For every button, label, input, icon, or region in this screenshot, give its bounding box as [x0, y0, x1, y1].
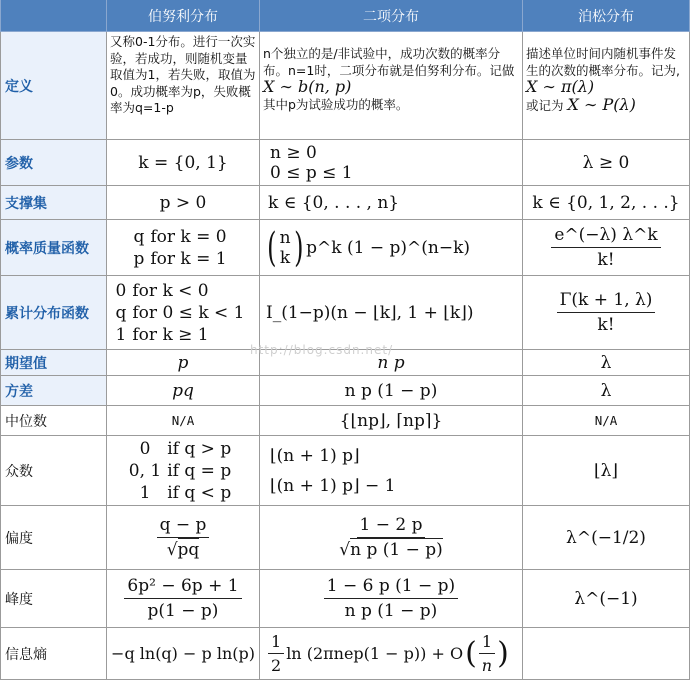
cdf-poisson — [523, 276, 690, 350]
row-entropy — [0, 628, 690, 680]
cdf-bernoulli-cond-3: for k ≥ 1 — [132, 324, 209, 345]
definition-binomial-text-a: n个独立的是/非试验中，成功次数的概率分布。n=1时，二项分布就是伯努利分布。记做 — [263, 46, 515, 78]
pmf-poisson-fraction — [551, 225, 660, 270]
skewness-binomial-denominator: √n p (1 − p) — [339, 540, 443, 560]
definition-poisson — [523, 32, 690, 140]
row-parameters — [0, 140, 690, 186]
cdf-bernoulli — [107, 276, 260, 350]
entropy-binomial: $\frac{1}{2}$ ln (2πnep(1 − p)) + O ( $\frac{1}{n}$ ) — [260, 628, 523, 680]
mode-bernoulli-value-3: 1 — [139, 482, 151, 503]
entropy-binomial-half — [268, 632, 284, 675]
entropy-binomial-o-fraction — [479, 632, 495, 675]
skewness-bernoulli — [107, 506, 260, 570]
skewness-binomial — [260, 506, 523, 570]
pmf-binomial-k: k — [279, 247, 291, 268]
definition-poisson-notation-1: X ∼ π(λ) — [526, 77, 595, 96]
skewness-bernoulli-denominator: √pq — [166, 540, 200, 560]
mean-bernoulli: p — [107, 350, 260, 376]
entropy-binomial-o-numerator: 1 — [479, 632, 495, 654]
row-variance — [0, 376, 690, 406]
skewness-poisson — [523, 506, 690, 570]
label-parameters: 参数 — [0, 140, 107, 186]
mode-binomial-2: ⌊(n + 1) p⌋ − 1 — [270, 475, 396, 496]
entropy-poisson — [523, 628, 690, 680]
watermark: http://blog.csdn.net/ — [250, 343, 394, 357]
parameters-binomial-n: n ≥ 0 — [270, 142, 317, 163]
header-row — [0, 0, 690, 32]
pmf-poisson — [523, 220, 690, 276]
header-bernoulli: 伯努利分布 — [107, 0, 260, 32]
pmf-bernoulli-cond-1: for k = 0 — [150, 226, 227, 247]
cdf-bernoulli-cond-2: for 0 ≤ k < 1 — [132, 302, 245, 323]
skewness-binomial-numerator: 1 − 2 p — [357, 515, 426, 538]
pmf-bernoulli — [107, 220, 260, 276]
row-skewness — [0, 506, 690, 570]
variance-poisson: λ — [523, 376, 690, 406]
row-definition — [0, 32, 690, 140]
definition-poisson-notation-2: X ∼ P(λ) — [567, 94, 636, 114]
entropy-binomial-middle: ln (2πnep(1 − p)) + O — [286, 644, 464, 663]
label-support: 支撑集 — [0, 186, 107, 220]
cdf-bernoulli-cond-1: for k < 0 — [132, 280, 209, 301]
parameters-bernoulli: k = {0, 1} — [107, 140, 260, 186]
pmf-binomial-coefficient: ( n k ) — [267, 224, 304, 271]
header-corner — [0, 0, 107, 32]
kurtosis-binomial — [260, 570, 523, 628]
row-pmf — [0, 220, 690, 276]
pmf-bernoulli-cases — [133, 226, 232, 270]
row-cdf — [0, 276, 690, 350]
mode-bernoulli-value-1: 0 — [139, 438, 151, 459]
support-binomial: k ∈ {0, . . . , n} — [260, 186, 523, 220]
definition-binomial-notation: X ∼ b(n, p) — [263, 77, 352, 96]
row-mode — [0, 436, 690, 506]
mean-poisson: λ — [523, 350, 690, 376]
definition-poisson-text-a: 描述单位时间内随机事件发生的次数的概率分布。记为, — [526, 46, 680, 78]
label-mode: 众数 — [0, 436, 107, 506]
label-skewness: 偏度 — [0, 506, 107, 570]
pmf-poisson-numerator: e^(−λ) λ^k — [551, 225, 660, 248]
kurtosis-bernoulli-denominator: p(1 − p) — [147, 601, 219, 621]
entropy-bernoulli: −q ln(q) − p ln(p) — [107, 628, 260, 680]
pmf-binomial-rest: p^k (1 − p)^(n−k) — [306, 237, 471, 258]
mode-bernoulli — [107, 436, 260, 506]
skewness-binomial-fraction — [336, 515, 446, 560]
definition-bernoulli: 又称0-1分布。进行一次实验，若成功，则随机变量取值为1，若失败，取值为0。成功概率为p，失败概率为q=1-p — [107, 32, 260, 140]
cdf-binomial: I_(1−p)(n − ⌊k⌋, 1 + ⌊k⌋) — [260, 276, 523, 350]
entropy-binomial-half-denominator: 2 — [271, 656, 282, 675]
parameters-binomial-p: 0 ≤ p ≤ 1 — [270, 162, 353, 183]
skewness-binomial-radicand: n p (1 − p) — [350, 540, 443, 560]
entropy-binomial-o-denominator: n — [481, 656, 493, 675]
definition-binomial-text-b: 其中p为试验成功的概率。 — [263, 96, 409, 112]
mode-bernoulli-value-2: 0, 1 — [128, 460, 162, 481]
label-variance: 方差 — [0, 376, 107, 406]
cdf-bernoulli-cases — [116, 280, 251, 346]
variance-bernoulli: pq — [107, 376, 260, 406]
mode-bernoulli-cond-2: if q = p — [167, 460, 232, 481]
mode-binomial — [260, 436, 523, 506]
kurtosis-binomial-fraction — [324, 576, 458, 621]
entropy-binomial-half-numerator: 1 — [268, 632, 284, 654]
median-bernoulli: N/A — [107, 406, 260, 436]
row-median — [0, 406, 690, 436]
mode-bernoulli-cond-1: if q > p — [167, 438, 232, 459]
header-poisson: 泊松分布 — [523, 0, 690, 32]
pmf-bernoulli-value-2: p — [133, 248, 145, 269]
pmf-binomial — [260, 220, 523, 276]
cdf-bernoulli-value-2: q — [115, 302, 127, 323]
pmf-binomial-n: n — [279, 227, 291, 248]
label-median: 中位数 — [0, 406, 107, 436]
skewness-poisson-value: λ^(−1/2) — [566, 527, 646, 548]
definition-binomial — [260, 32, 523, 140]
skewness-bernoulli-fraction — [157, 515, 210, 560]
mode-binomial-1: ⌊(n + 1) p⌋ — [270, 445, 360, 466]
label-kurtosis: 峰度 — [0, 570, 107, 628]
header-binomial: 二项分布 — [260, 0, 523, 32]
skewness-bernoulli-radicand: pq — [177, 540, 200, 560]
variance-binomial: n p (1 − p) — [260, 376, 523, 406]
cdf-bernoulli-value-1: 0 — [115, 280, 127, 301]
kurtosis-binomial-denominator: n p (1 − p) — [344, 601, 438, 621]
pmf-poisson-denominator: k! — [597, 250, 615, 270]
label-mean: 期望值 — [0, 350, 107, 376]
kurtosis-binomial-numerator: 1 − 6 p (1 − p) — [324, 576, 458, 599]
label-cdf: 累计分布函数 — [0, 276, 107, 350]
kurtosis-bernoulli-numerator: 6p² − 6p + 1 — [124, 576, 241, 599]
cdf-bernoulli-value-3: 1 — [115, 324, 127, 345]
parameters-poisson: λ ≥ 0 — [523, 140, 690, 186]
support-bernoulli: p > 0 — [107, 186, 260, 220]
mean-binomial: n p — [260, 350, 523, 376]
kurtosis-poisson: λ^(−1) — [523, 570, 690, 628]
mode-poisson: ⌊λ⌋ — [523, 436, 690, 506]
parameters-binomial — [260, 140, 523, 186]
pmf-bernoulli-value-1: q — [133, 226, 145, 247]
cdf-poisson-denominator: k! — [597, 315, 615, 335]
definition-poisson-text-b: 或记为 — [526, 97, 564, 113]
label-entropy: 信息熵 — [0, 628, 107, 680]
cdf-poisson-numerator: Γ(k + 1, λ) — [557, 290, 656, 313]
row-support — [0, 186, 690, 220]
row-kurtosis — [0, 570, 690, 628]
pmf-bernoulli-cond-2: for k = 1 — [150, 248, 227, 269]
median-poisson: N/A — [523, 406, 690, 436]
kurtosis-bernoulli-fraction — [124, 576, 241, 621]
support-poisson: k ∈ {0, 1, 2, . . .} — [523, 186, 690, 220]
median-binomial: {⌊np⌋, ⌈np⌉} — [260, 406, 523, 436]
label-pmf: 概率质量函数 — [0, 220, 107, 276]
cdf-poisson-fraction — [557, 290, 656, 335]
skewness-bernoulli-numerator: q − p — [157, 515, 210, 538]
mode-bernoulli-cond-3: if q < p — [167, 482, 232, 503]
kurtosis-bernoulli — [107, 570, 260, 628]
label-definition: 定义 — [0, 32, 107, 140]
mode-bernoulli-cases — [129, 438, 237, 504]
